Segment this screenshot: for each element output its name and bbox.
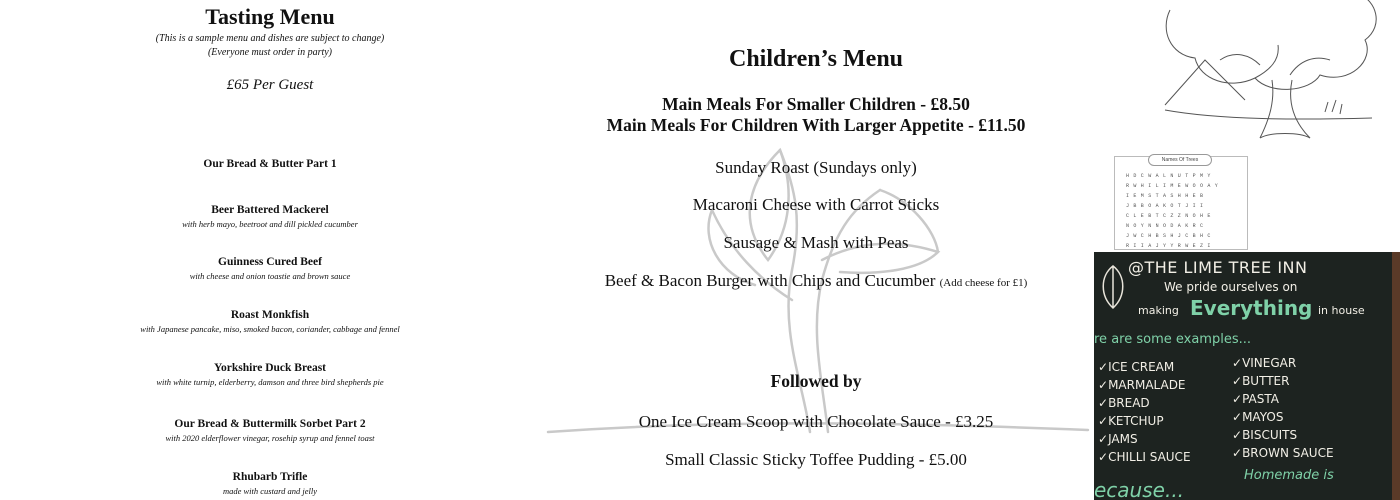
chalkboard-item: ✓BREAD <box>1098 396 1150 410</box>
chalkboard-line-1: We pride ourselves on <box>1164 280 1298 294</box>
chalkboard-item: ✓BROWN SAUCE <box>1232 446 1334 460</box>
chalkboard-item: ✓JAMS <box>1098 432 1138 446</box>
dish-item <box>0 417 540 444</box>
chalkboard-line-2c: in house <box>1318 304 1365 317</box>
dish-description: with Japanese pancake, miso, smoked bacon, coriander, cabbage and fennel <box>140 324 400 334</box>
dessert-item: Small Classic Sticky Toffee Pudding - £5.00 <box>665 450 967 469</box>
kids-menu-item: Macaroni Cheese with Carrot Sticks <box>692 195 940 214</box>
chalkboard-item: ✓VINEGAR <box>1232 356 1297 370</box>
wordsearch-row: CLEBTCZZNOHE <box>1126 213 1215 219</box>
chalkboard-right-list <box>1232 354 1334 462</box>
mains-pricing <box>540 94 1092 136</box>
wordsearch-row: RWHILIMEWOOAY <box>1126 183 1223 189</box>
wordsearch-title: Names Of Trees <box>1148 154 1212 166</box>
followed-by-heading: Followed by <box>770 371 862 391</box>
wordsearch-row: JBBOAKOTJII <box>1126 203 1208 209</box>
tasting-menu-note-1: (This is a sample menu and dishes are subject to change) <box>155 33 385 44</box>
chalkboard-item: ✓MAYOS <box>1232 410 1284 424</box>
dish-item <box>0 157 540 172</box>
leaf-icon <box>1096 264 1130 310</box>
chalkboard-item: ✓ICE CREAM <box>1098 360 1175 374</box>
chalkboard-bottom-right: Homemade is <box>1244 468 1334 483</box>
dish-name: Yorkshire Duck Breast <box>213 362 327 374</box>
kids-menu-item <box>540 271 1092 291</box>
chalkboard-item: ✓CHILLI SAUCE <box>1098 450 1191 464</box>
chalkboard-heading: @THE LIME TREE INN <box>1128 258 1308 277</box>
dish-description: with white turnip, elderberry, damson and three bird shepherds pie <box>156 377 384 387</box>
dish-item <box>0 308 540 335</box>
dish-item <box>0 203 540 230</box>
dish-description: with cheese and onion toastie and brown sauce <box>189 271 351 281</box>
chalkboard-line-3: re are some examples... <box>1094 332 1251 347</box>
tree-colouring-sketch <box>1160 0 1390 142</box>
chalkboard-frame <box>1392 252 1400 500</box>
dish-name: Roast Monkfish <box>230 309 310 321</box>
wordsearch-row: NOYNNODAKRC <box>1126 223 1208 229</box>
kids-menu-item: Sunday Roast (Sundays only) <box>715 158 917 177</box>
childrens-menu-title: Children’s Menu <box>728 46 904 72</box>
tasting-menu-price: £65 Per Guest <box>226 77 314 93</box>
kids-menu-item-extra: (Add cheese for £1) <box>939 277 1028 289</box>
chalkboard-item: ✓MARMALADE <box>1098 378 1186 392</box>
dish-item <box>0 361 540 388</box>
dish-name: Our Bread & Butter Part 1 <box>203 158 337 170</box>
kids-menu-item-text: Beef & Bacon Burger with Chips and Cucumber <box>604 271 936 290</box>
dish-item <box>0 470 540 497</box>
mains-small-price: Main Meals For Smaller Children - £8.50 <box>662 94 970 114</box>
chalkboard-bottom-left: ecause... <box>1094 478 1185 500</box>
chalkboard-left-list <box>1098 358 1191 466</box>
dish-name: Rhubarb Trifle <box>232 471 308 483</box>
tasting-menu-title: Tasting Menu <box>205 4 335 29</box>
wordsearch-row: RIIAJYYRWEZI <box>1126 243 1215 249</box>
dish-description: with herb mayo, beetroot and dill pickled cucumber <box>182 219 358 229</box>
chalkboard-photo <box>1094 252 1400 500</box>
dish-name: Guinness Cured Beef <box>218 256 322 268</box>
dish-name: Beer Battered Mackerel <box>211 204 329 216</box>
chalkboard-item: ✓KETCHUP <box>1098 414 1164 428</box>
chalkboard-item: ✓BISCUITS <box>1232 428 1298 442</box>
chalkboard-line-2a: making <box>1138 304 1179 317</box>
childrens-menu-panel <box>540 0 1092 500</box>
dessert-item: One Ice Cream Scoop with Chocolate Sauce - £3.25 <box>638 412 994 431</box>
kids-menu-item: Sausage & Mash with Peas <box>723 233 909 252</box>
dish-description: with 2020 elderflower vinegar, rosehip syrup and fennel toast <box>165 433 375 443</box>
tasting-menu-note-2: (Everyone must order in party) <box>207 47 333 58</box>
wordsearch-row: HDCWALNUTPMY <box>1126 173 1215 179</box>
dish-name: Our Bread & Buttermilk Sorbet Part 2 <box>174 418 366 430</box>
wordsearch-row: IEMSTASHHEB <box>1126 193 1208 199</box>
mains-large-price: Main Meals For Children With Larger Appetite - £11.50 <box>606 115 1026 135</box>
dish-description: made with custard and jelly <box>222 486 318 496</box>
chalkboard-item: ✓PASTA <box>1232 392 1279 406</box>
dish-item <box>0 255 540 282</box>
wordsearch-grid <box>1126 171 1234 251</box>
chalkboard-line-2b: Everything <box>1190 296 1313 320</box>
chalkboard-item: ✓BUTTER <box>1232 374 1290 388</box>
wordsearch-row: JWCHBSHJCBHC <box>1126 233 1215 239</box>
tasting-menu-panel <box>0 0 540 500</box>
